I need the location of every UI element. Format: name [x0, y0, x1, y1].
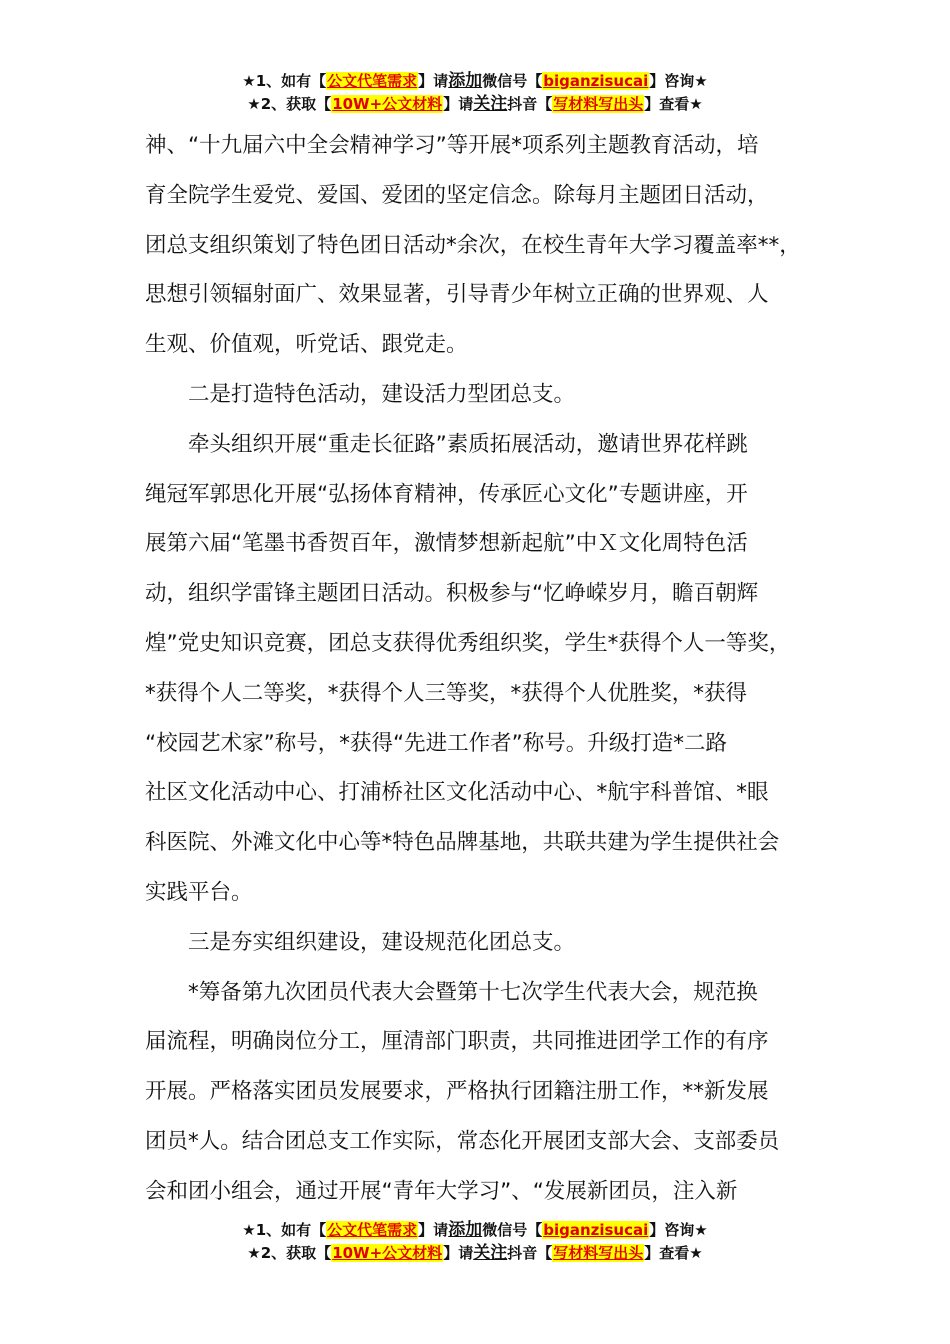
- text: ★2、获取【: [247, 95, 332, 113]
- text: 】请: [418, 1221, 449, 1239]
- text-line: 牵头组织开展“重走长征路”素质拓展活动，邀请世界花样跳: [145, 431, 748, 457]
- text-line: 思想引领辐射面广、效果显著，引导青少年树立正确的世界观、人: [145, 282, 769, 308]
- wechat-id: biganzisucai: [543, 72, 649, 90]
- text: 抖音【: [507, 1244, 553, 1262]
- emphasis: 关注: [473, 94, 508, 114]
- highlight: 10W+公文材料: [332, 1244, 443, 1262]
- text-line: 社区文化活动中心、打浦桥社区文化活动中心、*航宇科普馆、*眼: [145, 780, 769, 806]
- text: ★1、如有【: [242, 1221, 327, 1239]
- top-banner: [0, 70, 950, 116]
- douyin-id: 写材料写出头: [553, 1244, 644, 1262]
- text: 】咨询★: [649, 72, 708, 90]
- douyin-id: 写材料写出头: [553, 95, 644, 113]
- text: 】请: [443, 95, 474, 113]
- text-line: 实践平台。: [145, 879, 253, 905]
- bottom-banner: [0, 1219, 950, 1265]
- text-line: *筹备第九次团员代表大会暨第十七次学生代表大会，规范换: [145, 979, 758, 1005]
- text-line: 二是打造特色活动，建设活力型团总支。: [145, 381, 576, 407]
- text-line: 团总支组织策划了特色团日活动*余次，在校生青年大学习覆盖率**，: [145, 232, 801, 258]
- text-line: 科医院、外滩文化中心等*特色品牌基地，共联共建为学生提供社会: [145, 830, 780, 856]
- text: 】咨询★: [649, 1221, 708, 1239]
- text: 】请: [418, 72, 449, 90]
- text: 微信号【: [482, 72, 543, 90]
- banner-line-1: [0, 1219, 950, 1242]
- emphasis: 添加: [448, 71, 483, 91]
- banner-line-2: [0, 93, 950, 116]
- text-line: *获得个人二等奖，*获得个人三等奖，*获得个人优胜奖，*获得: [145, 680, 748, 706]
- text-line: 生观、价值观，听党话、跟党走。: [145, 332, 468, 358]
- text: 微信号【: [482, 1221, 543, 1239]
- text-line: 绳冠军郭思化开展“弘扬体育精神，传承匠心文化”专题讲座，开: [145, 481, 748, 507]
- text-line: 育全院学生爱党、爱国、爱团的坚定信念。除每月主题团日活动，: [145, 182, 769, 208]
- text-line: 届流程，明确岗位分工，厘清部门职责，共同推进团学工作的有序: [145, 1029, 769, 1055]
- text-line: 开展。严格落实团员发展要求，严格执行团籍注册工作，**新发展: [145, 1079, 769, 1105]
- text-line: 团员*人。结合团总支工作实际，常态化开展团支部大会、支部委员: [145, 1128, 780, 1154]
- text: 】查看★: [644, 95, 703, 113]
- text: ★2、获取【: [247, 1244, 332, 1262]
- text: ★1、如有【: [242, 72, 327, 90]
- highlight: 10W+公文材料: [332, 95, 443, 113]
- banner-line-2: [0, 1242, 950, 1265]
- banner-line-1: [0, 70, 950, 93]
- text: 抖音【: [507, 95, 553, 113]
- text-line: “校园艺术家”称号，*获得“先进工作者”称号。升级打造*二路: [145, 730, 728, 756]
- highlight: 公文代笔需求: [327, 72, 418, 90]
- wechat-id: biganzisucai: [543, 1221, 649, 1239]
- text-line: 三是夯实组织建设，建设规范化团总支。: [145, 929, 576, 955]
- text-line: 动，组织学雷锋主题团日活动。积极参与“忆峥嵘岁月，瞻百朝辉: [145, 581, 759, 607]
- highlight: 公文代笔需求: [327, 1221, 418, 1239]
- text-line: 神、“十九届六中全会精神学习”等开展*项系列主题教育活动，培: [145, 133, 759, 158]
- text: 】请: [443, 1244, 474, 1262]
- text-line: 会和团小组会，通过开展“青年大学习”、“发展新团员，注入新: [145, 1178, 738, 1204]
- text-line: 展第六届“笔墨书香贺百年，激情梦想新起航”中Ｘ文化周特色活: [145, 531, 748, 557]
- emphasis: 关注: [473, 1243, 508, 1263]
- text: 】查看★: [644, 1244, 703, 1262]
- body-text: [145, 121, 835, 1217]
- text-line: 煌”党史知识竞赛，团总支获得优秀组织奖，学生*获得个人一等奖，: [145, 630, 791, 656]
- emphasis: 添加: [448, 1220, 483, 1240]
